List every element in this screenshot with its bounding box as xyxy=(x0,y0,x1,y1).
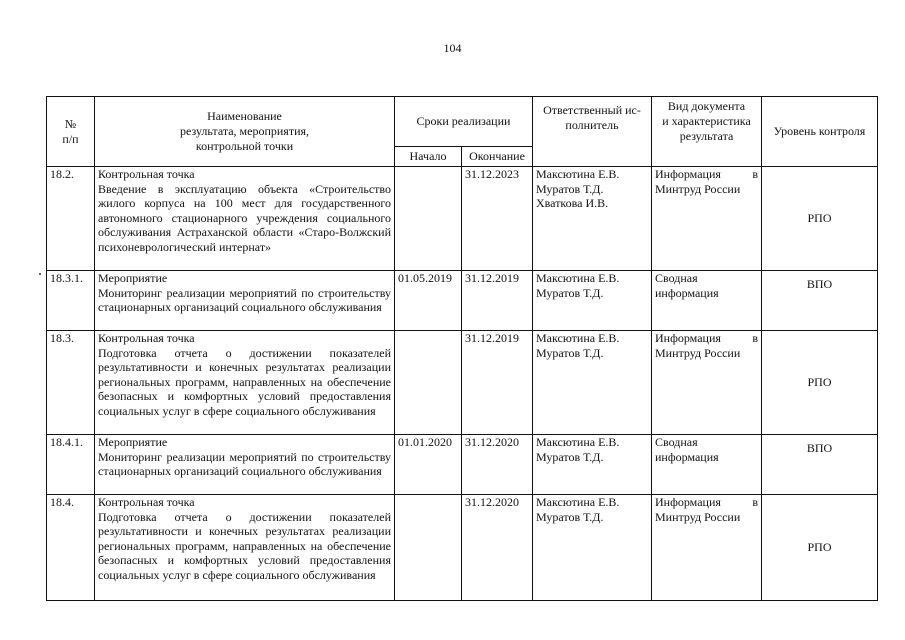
row-name xyxy=(95,331,395,435)
row-num: 18.3.1. xyxy=(47,271,95,331)
row-description: Мониторинг реализации мероприятий по строительству стационарных организаций социального обслуживания xyxy=(98,285,391,314)
row-doc-type: Сводная информация xyxy=(652,435,762,495)
row-responsible: Максютина Е.В. Муратов Т.Д. Хваткова И.В. xyxy=(533,167,652,271)
row-name xyxy=(95,495,395,601)
row-num: 18.3. xyxy=(47,331,95,435)
row-start xyxy=(395,495,462,601)
row-end: 31.12.2020 xyxy=(462,435,533,495)
row-kind: Мероприятие xyxy=(98,271,168,285)
row-description: Подготовка отчета о достижении показателей результативности и конечных результатах реализации региональных программ, направленных на обеспечение безопасных и комфортных условий предоставления социальных услуг в сфере социального обслуживания xyxy=(98,509,391,582)
table-row xyxy=(47,435,878,495)
header-control-level: Уровень контроля xyxy=(762,97,878,167)
table-row xyxy=(47,271,878,331)
row-responsible: Максютина Е.В. Муратов Т.Д. xyxy=(533,495,652,601)
row-name xyxy=(95,167,395,271)
row-doc-type: Информация в Минтруд России xyxy=(652,331,762,435)
header-doc-type: Вид документа и характеристика результата xyxy=(652,97,762,167)
row-start: 01.05.2019 xyxy=(395,271,462,331)
row-num: 18.2. xyxy=(47,167,95,271)
row-start xyxy=(395,331,462,435)
row-kind: Контрольная точка xyxy=(98,495,195,509)
row-description: Мониторинг реализации мероприятий по строительству стационарных организаций социального обслуживания xyxy=(98,449,391,478)
header-terms: Сроки реализации xyxy=(395,97,533,147)
row-end: 31.12.2019 xyxy=(462,331,533,435)
scan-speck xyxy=(39,273,41,275)
row-kind: Мероприятие xyxy=(98,435,168,449)
row-control-level: РПО xyxy=(762,495,878,601)
row-doc-type: Информация в Минтруд России xyxy=(652,167,762,271)
row-control-level: ВПО xyxy=(762,271,878,331)
page-number: 104 xyxy=(443,41,462,55)
header-start: Начало xyxy=(395,147,462,167)
header-responsible: Ответственный ис- полнитель xyxy=(533,97,652,167)
row-control-level: РПО xyxy=(762,331,878,435)
header-end: Окончание xyxy=(462,147,533,167)
row-end: 31.12.2020 xyxy=(462,495,533,601)
row-kind: Контрольная точка xyxy=(98,331,195,345)
row-control-level: РПО xyxy=(762,167,878,271)
table-row xyxy=(47,331,878,435)
row-num: 18.4.1. xyxy=(47,435,95,495)
row-end: 31.12.2019 xyxy=(462,271,533,331)
row-num: 18.4. xyxy=(47,495,95,601)
row-control-level: ВПО xyxy=(762,435,878,495)
row-doc-type: Информация в Минтруд России xyxy=(652,495,762,601)
plan-table xyxy=(46,96,878,601)
row-description: Введение в эксплуатацию объекта «Строительство жилого корпуса на 100 мест для государственного автономного стационарного учреждения социального обслуживания Астраханской области «Старо-Волжский психоневрологический интернат» xyxy=(98,181,391,254)
row-name xyxy=(95,271,395,331)
row-kind: Контрольная точка xyxy=(98,167,195,181)
header-name: Наименование результата, мероприятия, контрольной точки xyxy=(95,97,395,167)
row-end: 31.12.2023 xyxy=(462,167,533,271)
row-responsible: Максютина Е.В. Муратов Т.Д. xyxy=(533,331,652,435)
table-row xyxy=(47,495,878,601)
row-responsible: Максютина Е.В. Муратов Т.Д. xyxy=(533,435,652,495)
table-row xyxy=(47,167,878,271)
row-description: Подготовка отчета о достижении показателей результативности и конечных результатах реализации региональных программ, направленных на обеспечение безопасных и комфортных условий предоставления социальных услуг в сфере социального обслуживания xyxy=(98,345,391,418)
row-start: 01.01.2020 xyxy=(395,435,462,495)
header-num: № п/п xyxy=(47,97,95,167)
row-doc-type: Сводная информация xyxy=(652,271,762,331)
row-start xyxy=(395,167,462,271)
row-name xyxy=(95,435,395,495)
row-responsible: Максютина Е.В. Муратов Т.Д. xyxy=(533,271,652,331)
